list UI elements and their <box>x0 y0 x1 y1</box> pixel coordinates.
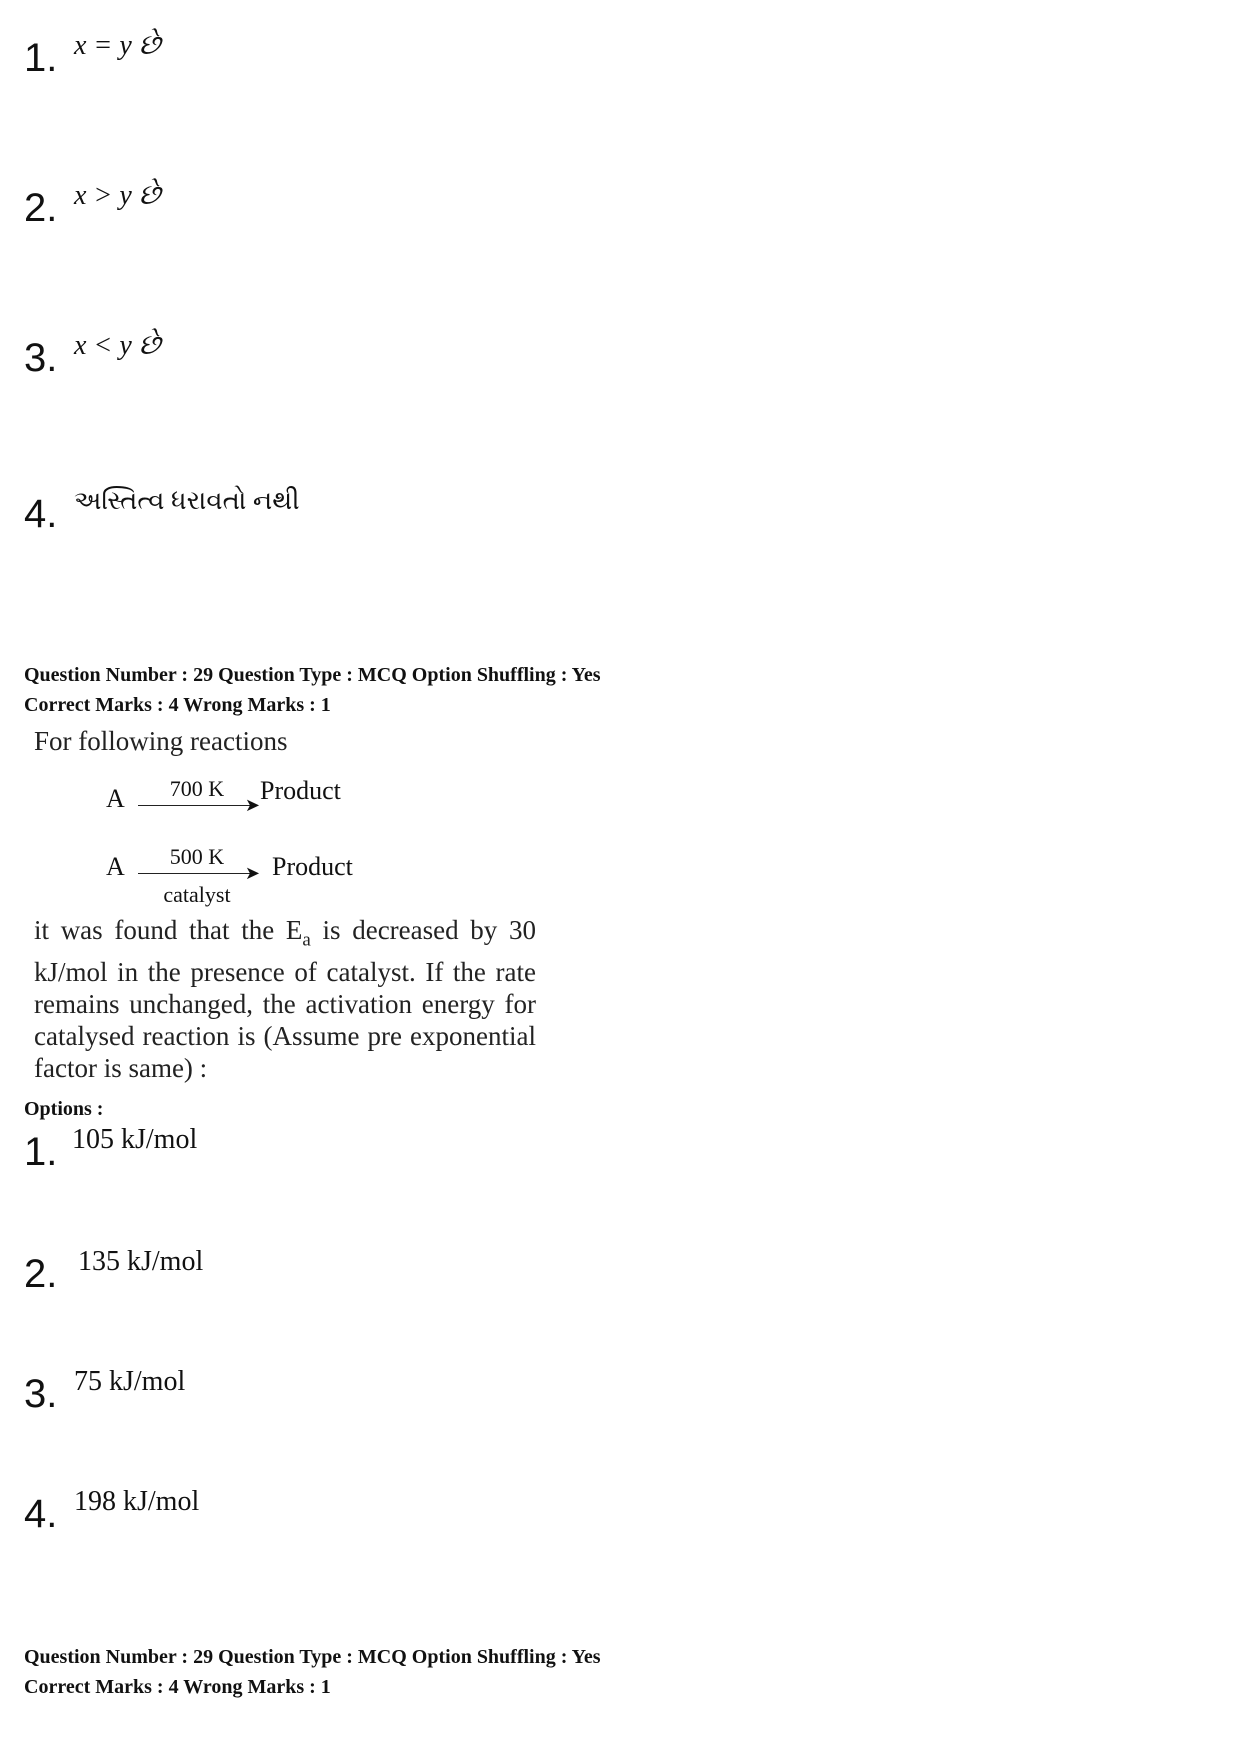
arrow-condition-above: 700 K <box>169 776 225 801</box>
next-question-meta-line1: Question Number : 29 Question Type : MCQ Option Shuffling : Yes <box>24 1646 601 1668</box>
option-text: અસ્તિત્વ ધરાવતો નથી <box>74 486 300 515</box>
arrow-head-icon: ➤ <box>244 795 260 815</box>
reaction-product: Product <box>260 776 341 805</box>
option-number: 3. <box>24 1372 58 1416</box>
arrow-line <box>138 873 256 874</box>
option-number: 3. <box>24 336 58 380</box>
reaction-reactant: A <box>106 852 125 881</box>
option-text: x = y છે <box>74 30 161 61</box>
subscript-a: a <box>302 929 311 951</box>
arrow-condition-above: 500 K <box>169 844 225 869</box>
option-text: 105 kJ/mol <box>72 1124 198 1155</box>
options-label: Options : <box>24 1098 104 1120</box>
option-2[interactable] <box>24 1246 204 1297</box>
reaction-product: Product <box>272 852 353 881</box>
prev-option-1[interactable] <box>24 30 161 81</box>
arrow-condition-below: catalyst <box>163 882 231 907</box>
option-text: 75 kJ/mol <box>74 1366 186 1397</box>
question-meta-line1: Question Number : 29 Question Type : MCQ Option Shuffling : Yes <box>24 664 601 686</box>
prev-option-3[interactable] <box>24 330 161 381</box>
reaction-arrow <box>138 776 260 824</box>
question-intro: For following reactions <box>34 726 288 756</box>
option-text: 198 kJ/mol <box>74 1486 200 1517</box>
option-number: 4. <box>24 492 58 536</box>
option-1[interactable] <box>24 1124 198 1175</box>
option-number: 2. <box>24 1252 58 1296</box>
question-text-part2: is decreased by 30 kJ/mol in the presence of catalyst. If the rate remains unchanged, the activation energy for catalysed reaction is (Assume pre exponential factor is same) : <box>34 915 536 1084</box>
reaction-reactant: A <box>106 784 125 813</box>
next-question-meta-line2: Correct Marks : 4 Wrong Marks : 1 <box>24 1676 331 1698</box>
question-text-part1: it was found that the E <box>34 915 303 945</box>
option-text: x > y છે <box>74 180 161 211</box>
option-number: 2. <box>24 186 58 230</box>
option-number: 4. <box>24 1492 58 1536</box>
arrow-line <box>138 805 256 806</box>
option-text: 135 kJ/mol <box>78 1246 204 1277</box>
reaction-arrow <box>138 844 260 907</box>
option-number: 1. <box>24 1130 58 1174</box>
option-3[interactable] <box>24 1366 186 1417</box>
option-number: 1. <box>24 36 58 80</box>
prev-option-4[interactable] <box>24 486 300 537</box>
prev-option-2[interactable] <box>24 180 161 231</box>
question-meta-line2: Correct Marks : 4 Wrong Marks : 1 <box>24 694 331 716</box>
question-body <box>34 914 536 1084</box>
arrow-head-icon: ➤ <box>244 863 260 883</box>
option-text: x < y છે <box>74 330 161 361</box>
option-4[interactable] <box>24 1486 200 1537</box>
